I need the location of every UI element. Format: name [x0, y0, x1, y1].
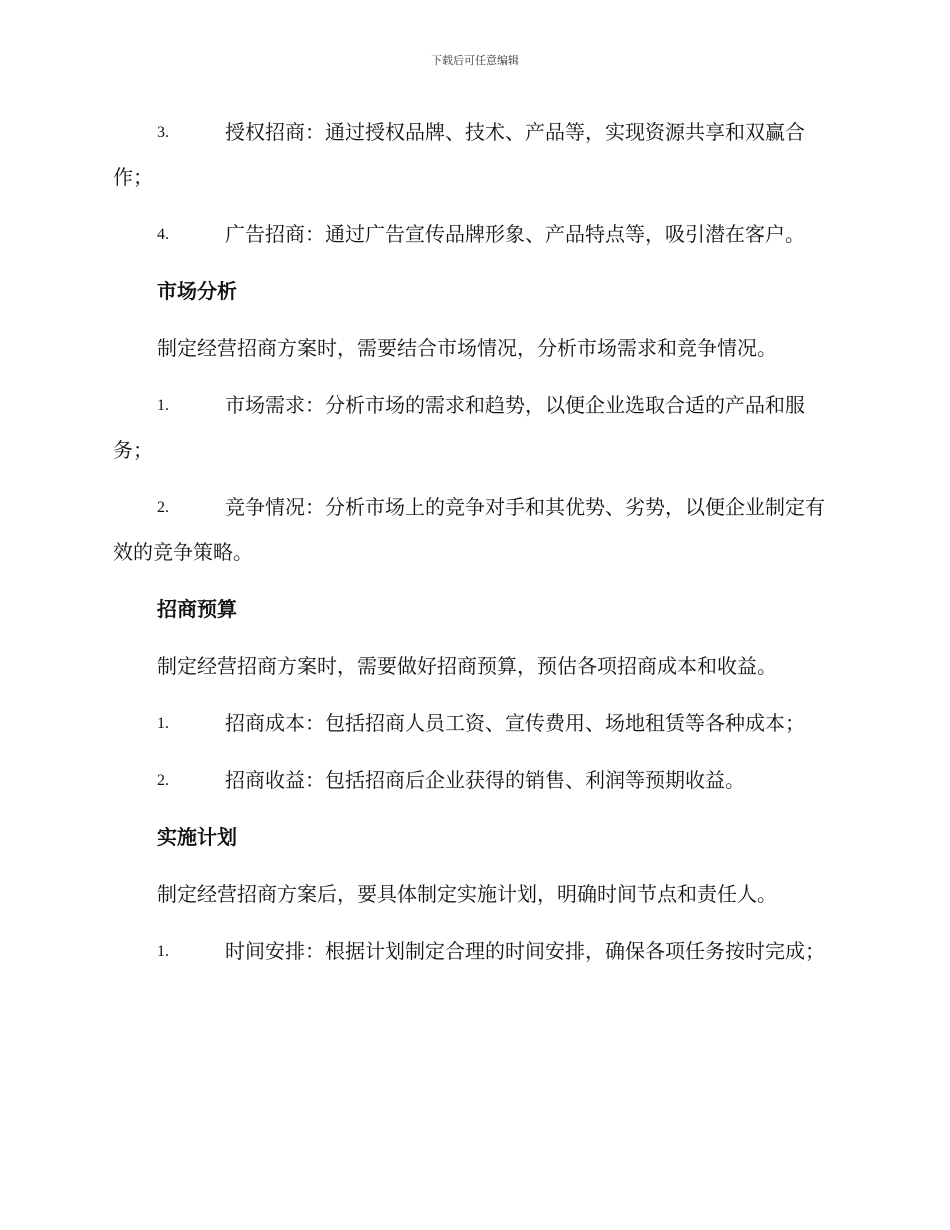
list-item-text: 招商收益：包括招商后企业获得的销售、利润等预期收益。 — [225, 768, 745, 792]
list-item-number: 2. — [157, 772, 169, 789]
section-heading: 实施计划 — [157, 825, 237, 849]
list-item-number: 3. — [157, 124, 169, 141]
section-heading: 招商预算 — [157, 597, 237, 621]
list-item-number: 1. — [157, 715, 169, 732]
list-item — [113, 929, 835, 974]
list-item-text: 竞争情况：分析市场上的竞争对手和其优势、劣势，以便企业制定有效的竞争策略。 — [113, 495, 825, 564]
section-intro: 制定经营招商方案后，要具体制定实施计划，明确时间节点和责任人。 — [157, 882, 777, 906]
section-intro: 制定经营招商方案时，需要做好招商预算，预估各项招商成本和收益。 — [157, 654, 777, 678]
list-item — [113, 758, 835, 803]
list-item — [113, 701, 835, 746]
section-intro: 制定经营招商方案时，需要结合市场情况，分析市场需求和竞争情况。 — [157, 336, 777, 360]
list-item — [113, 383, 835, 473]
list-item-text: 市场需求：分析市场的需求和趋势，以便企业选取合适的产品和服务； — [113, 393, 805, 462]
list-item-number: 1. — [157, 397, 169, 414]
list-item — [113, 485, 835, 575]
section-heading: 市场分析 — [157, 279, 237, 303]
list-item — [113, 110, 835, 200]
list-item-text: 授权招商：通过授权品牌、技术、产品等，实现资源共享和双赢合作； — [113, 120, 805, 189]
list-item-number: 4. — [157, 226, 169, 243]
list-item-text: 招商成本：包括招商人员工资、宣传费用、场地租赁等各种成本； — [225, 711, 805, 735]
document-body — [113, 110, 835, 986]
list-item-number: 1. — [157, 943, 169, 960]
list-item-number: 2. — [157, 499, 169, 516]
list-item-text: 广告招商：通过广告宣传品牌形象、产品特点等，吸引潜在客户。 — [225, 222, 805, 246]
list-item — [113, 212, 835, 257]
page-header: 下载后可任意编辑 — [431, 54, 519, 67]
list-item-text: 时间安排：根据计划制定合理的时间安排，确保各项任务按时完成； — [225, 939, 825, 963]
